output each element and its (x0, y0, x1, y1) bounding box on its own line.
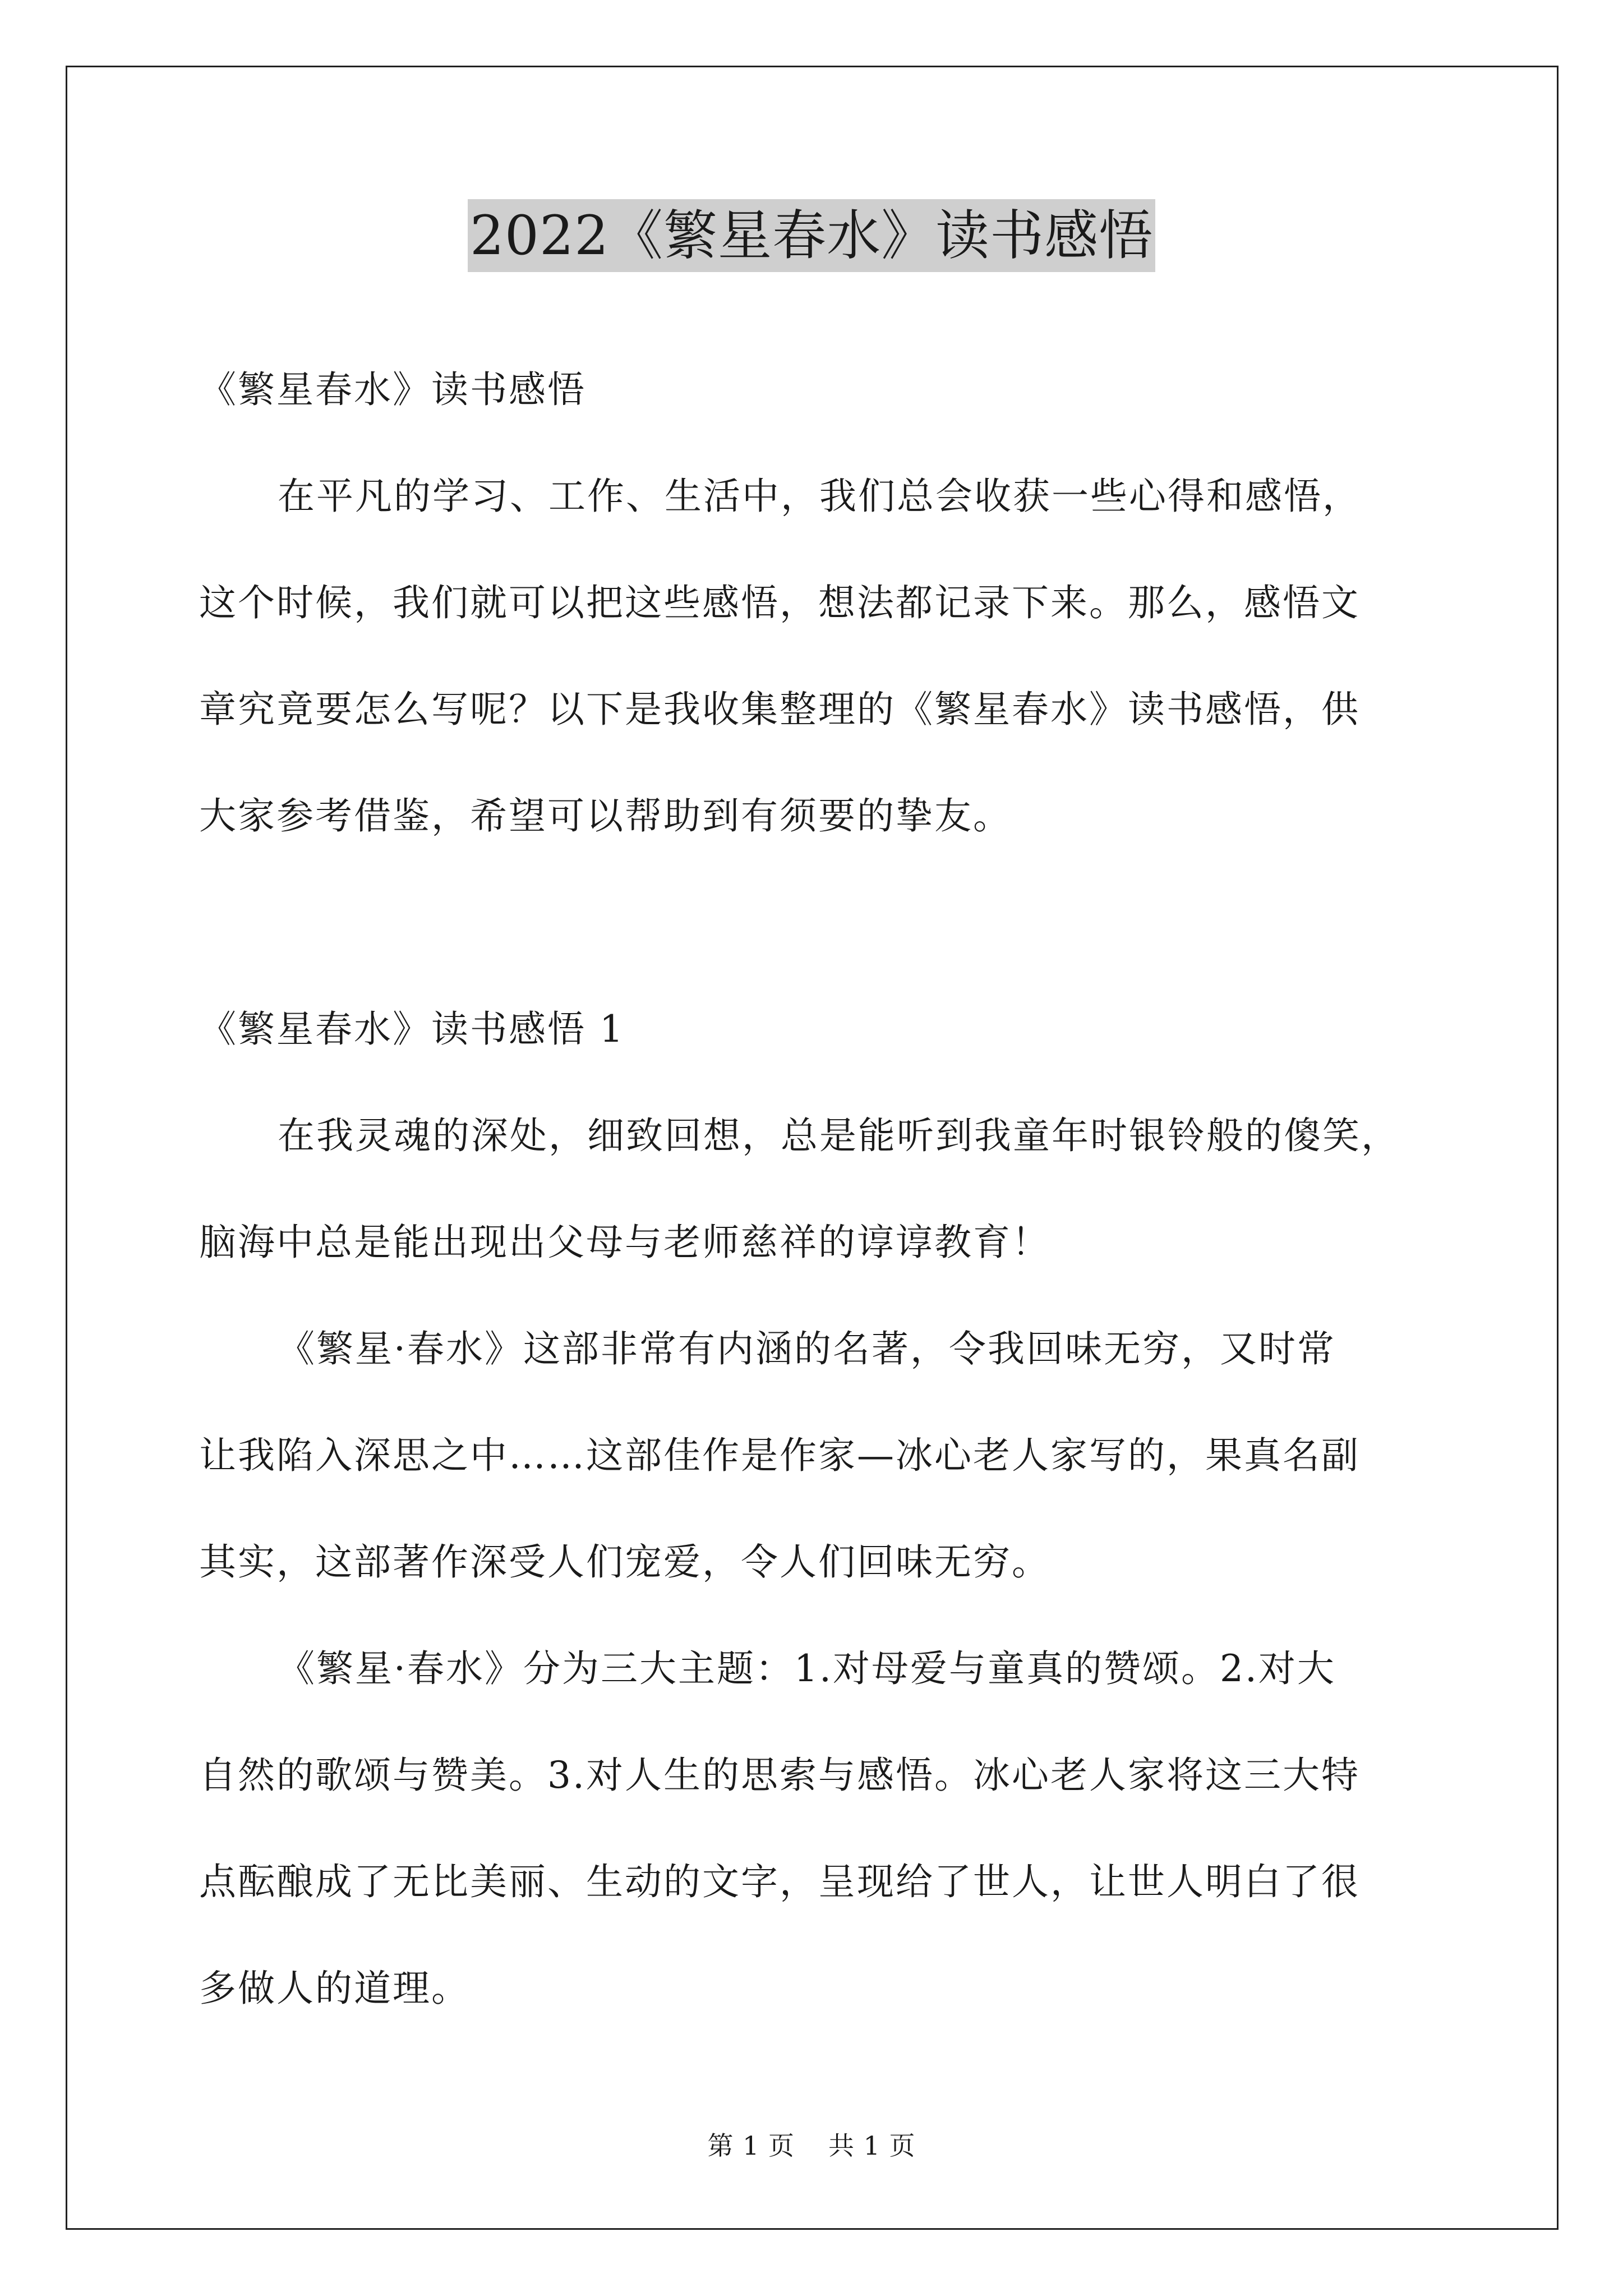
blank-line (199, 869, 1461, 976)
paragraph-line: 大家参考借鉴，希望可以帮助到有须要的挚友。 (199, 794, 1012, 838)
paragraph-line: 《繁星·春水》这部非常有内涵的名著，令我回味无穷，又时常 (278, 1327, 1336, 1370)
paragraph-line: 让我陷入深思之中……这部佳作是作家—冰心老人家写的，果真名副 (199, 1434, 1360, 1477)
page-footer (0, 2129, 1623, 2162)
page-number-current: 第 1 页 (707, 2131, 795, 2161)
paragraph-line: 在平凡的学习、工作、生活中，我们总会收获一些心得和感悟， (278, 475, 1361, 518)
paragraph-line: 《繁星·春水》分为三大主题：1.对母爱与童真的赞颂。2.对大 (278, 1647, 1336, 1690)
paragraph-line: 脑海中总是能出现出父母与老师慈祥的谆谆教育！ (199, 1221, 1050, 1264)
paragraph-line: 这个时候，我们就可以把这些感悟，想法都记录下来。那么，感悟文 (199, 581, 1360, 624)
section-heading: 《繁星春水》读书感悟 (199, 368, 586, 411)
title-container (0, 199, 1623, 272)
document-body (199, 337, 1461, 2042)
paragraph-line: 其实，这部著作深受人们宠爱，令人们回味无穷。 (199, 1540, 1050, 1584)
paragraph-line: 章究竟要怎么写呢？以下是我收集整理的《繁星春水》读书感悟，供 (199, 688, 1360, 731)
paragraph-line: 点酝酿成了无比美丽、生动的文字，呈现给了世人，让世人明白了很 (199, 1860, 1360, 1903)
document-title: 2022《繁星春水》读书感悟 (468, 199, 1155, 272)
paragraph-line: 自然的歌颂与赞美。3.对人生的思索与感悟。冰心老人家将这三大特 (199, 1754, 1360, 1797)
page-number-total: 共 1 页 (828, 2131, 916, 2161)
paragraph-line: 在我灵魂的深处，细致回想，总是能听到我童年时银铃般的傻笑， (278, 1114, 1400, 1157)
paragraph-line: 多做人的道理。 (199, 1967, 470, 2010)
section-heading: 《繁星春水》读书感悟 1 (199, 1007, 625, 1051)
